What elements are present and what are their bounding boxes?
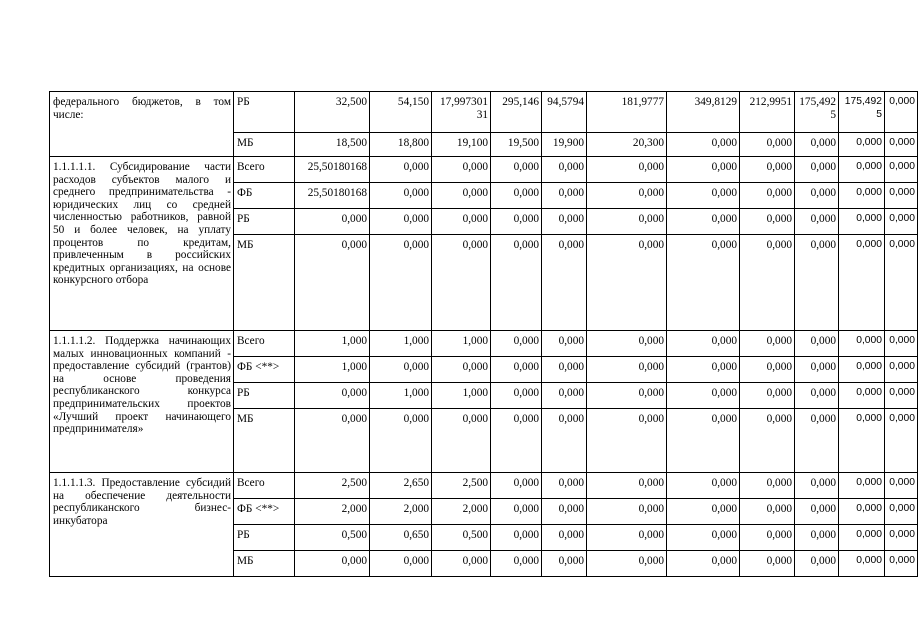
value-cell: 0,000: [740, 383, 795, 409]
value-cell: 1,000: [432, 331, 491, 357]
value-cell: 0,000: [839, 133, 885, 157]
value-cell: 0,000: [542, 357, 587, 383]
value-cell: 0,000: [587, 383, 667, 409]
funding-source-cell: РБ: [234, 525, 295, 551]
value-cell: 0,000: [795, 473, 839, 499]
value-cell: 1,000: [295, 331, 370, 357]
value-cell: 212,9951: [740, 92, 795, 133]
value-cell: 0,000: [587, 209, 667, 235]
budget-table: [49, 91, 918, 577]
value-cell: 0,000: [432, 357, 491, 383]
value-cell: 2,000: [432, 499, 491, 525]
value-cell: 0,000: [885, 183, 918, 209]
value-cell: 0,000: [740, 525, 795, 551]
value-cell: 0,000: [295, 209, 370, 235]
value-cell: 0,000: [839, 551, 885, 577]
value-cell: 0,000: [885, 235, 918, 331]
funding-source-cell: Всего: [234, 157, 295, 183]
funding-source-cell: МБ: [234, 133, 295, 157]
value-cell: 0,000: [667, 525, 740, 551]
value-cell: 0,000: [667, 209, 740, 235]
value-cell: 0,000: [432, 209, 491, 235]
value-cell: 0,000: [491, 409, 542, 473]
value-cell: 19,900: [542, 133, 587, 157]
value-cell: 0,000: [587, 551, 667, 577]
funding-source-cell: МБ: [234, 551, 295, 577]
value-cell: 0,000: [885, 499, 918, 525]
measure-description: федерального бюджетов, в том числе:: [50, 92, 234, 157]
value-cell: 18,800: [370, 133, 432, 157]
value-cell: 0,000: [885, 331, 918, 357]
value-cell: 0,000: [667, 357, 740, 383]
value-cell: 0,000: [491, 499, 542, 525]
value-cell: 0,000: [667, 473, 740, 499]
value-cell: 0,000: [432, 183, 491, 209]
value-cell: 0,000: [491, 383, 542, 409]
value-cell: 0,000: [795, 357, 839, 383]
value-cell: 0,000: [542, 499, 587, 525]
value-cell: 0,000: [491, 357, 542, 383]
value-cell: 0,000: [885, 357, 918, 383]
value-cell: 2,000: [370, 499, 432, 525]
value-cell: 0,000: [542, 525, 587, 551]
value-cell: 0,000: [370, 235, 432, 331]
value-cell: 0,000: [740, 157, 795, 183]
value-cell: 0,000: [587, 235, 667, 331]
value-cell: 0,000: [542, 209, 587, 235]
value-cell: 0,000: [370, 409, 432, 473]
value-cell: 175,4925: [839, 92, 885, 133]
value-cell: 0,000: [795, 383, 839, 409]
value-cell: 0,000: [295, 383, 370, 409]
value-cell: 0,000: [542, 473, 587, 499]
value-cell: 0,000: [839, 235, 885, 331]
value-cell: 1,000: [295, 357, 370, 383]
value-cell: 0,000: [542, 551, 587, 577]
value-cell: 0,000: [491, 183, 542, 209]
funding-source-cell: РБ: [234, 209, 295, 235]
value-cell: 0,000: [667, 383, 740, 409]
value-cell: 0,000: [587, 499, 667, 525]
measure-description: 1.1.1.1.1. Субсидирование части расходов субъектов малого и среднего предпринимательства - юридических лиц со средней численностью работников, равной 50 и более человек, на уплату процентов по кредитам, привлеченным в российских кредитных организациях, на основе конкурсного отбора: [50, 157, 234, 331]
value-cell: 0,000: [740, 331, 795, 357]
value-cell: 0,000: [667, 157, 740, 183]
value-cell: 0,000: [587, 157, 667, 183]
value-cell: 0,000: [295, 235, 370, 331]
value-cell: 0,000: [587, 409, 667, 473]
value-cell: 2,500: [432, 473, 491, 499]
value-cell: 0,000: [491, 157, 542, 183]
funding-source-cell: ФБ <**>: [234, 499, 295, 525]
value-cell: 0,000: [885, 209, 918, 235]
value-cell: 0,000: [885, 409, 918, 473]
table-row: [50, 473, 918, 499]
value-cell: 0,000: [740, 357, 795, 383]
funding-source-cell: МБ: [234, 235, 295, 331]
value-cell: 0,000: [370, 209, 432, 235]
value-cell: 0,000: [885, 133, 918, 157]
value-cell: 349,8129: [667, 92, 740, 133]
value-cell: 25,50180168: [295, 183, 370, 209]
value-cell: 0,000: [542, 235, 587, 331]
value-cell: 0,000: [795, 525, 839, 551]
value-cell: 2,650: [370, 473, 432, 499]
value-cell: 0,000: [885, 551, 918, 577]
value-cell: 0,000: [740, 209, 795, 235]
table-row: [50, 157, 918, 183]
value-cell: 0,000: [667, 331, 740, 357]
measure-description: 1.1.1.1.2. Поддержка начинающих малых инновационных компаний - предоставление субсидий (грантов) на основе проведения республиканского конкурса предпринимательских проектов «Лучший проект начинающего предпринимателя»: [50, 331, 234, 473]
value-cell: 0,000: [839, 473, 885, 499]
value-cell: 0,000: [885, 157, 918, 183]
value-cell: 0,000: [667, 551, 740, 577]
value-cell: 0,500: [432, 525, 491, 551]
funding-source-cell: Всего: [234, 331, 295, 357]
value-cell: 0,000: [839, 209, 885, 235]
value-cell: 0,000: [370, 551, 432, 577]
value-cell: 0,000: [370, 183, 432, 209]
value-cell: 0,000: [839, 525, 885, 551]
value-cell: 0,000: [542, 383, 587, 409]
value-cell: 19,500: [491, 133, 542, 157]
table-row: [50, 331, 918, 357]
funding-source-cell: ФБ <**>: [234, 357, 295, 383]
value-cell: 0,000: [795, 331, 839, 357]
value-cell: 0,000: [885, 383, 918, 409]
value-cell: 0,000: [839, 357, 885, 383]
value-cell: 0,000: [587, 183, 667, 209]
value-cell: 0,000: [795, 409, 839, 473]
measure-description: 1.1.1.1.3. Предоставление субсидий на обеспечение деятельности республиканского бизнес-инкубатора: [50, 473, 234, 577]
value-cell: 17,99730131: [432, 92, 491, 133]
value-cell: 0,000: [795, 551, 839, 577]
value-cell: 0,000: [370, 157, 432, 183]
funding-source-cell: РБ: [234, 92, 295, 133]
value-cell: 0,000: [432, 235, 491, 331]
funding-source-cell: РБ: [234, 383, 295, 409]
value-cell: 0,000: [839, 183, 885, 209]
value-cell: 25,50180168: [295, 157, 370, 183]
value-cell: 0,000: [542, 409, 587, 473]
value-cell: 0,000: [885, 92, 918, 133]
value-cell: 0,000: [587, 525, 667, 551]
table-row: [50, 92, 918, 133]
value-cell: 0,000: [491, 235, 542, 331]
value-cell: 0,000: [667, 409, 740, 473]
value-cell: 0,000: [740, 409, 795, 473]
value-cell: 0,000: [740, 499, 795, 525]
value-cell: 295,146: [491, 92, 542, 133]
value-cell: 0,000: [491, 331, 542, 357]
value-cell: 0,650: [370, 525, 432, 551]
value-cell: 0,000: [432, 551, 491, 577]
value-cell: 0,000: [542, 331, 587, 357]
value-cell: 19,100: [432, 133, 491, 157]
value-cell: 0,000: [667, 499, 740, 525]
funding-source-cell: МБ: [234, 409, 295, 473]
value-cell: 0,000: [295, 409, 370, 473]
value-cell: 0,000: [587, 473, 667, 499]
value-cell: 0,000: [795, 133, 839, 157]
value-cell: 20,300: [587, 133, 667, 157]
value-cell: 0,000: [839, 409, 885, 473]
value-cell: 0,000: [491, 525, 542, 551]
value-cell: 0,000: [542, 157, 587, 183]
value-cell: 181,9777: [587, 92, 667, 133]
value-cell: 0,000: [295, 551, 370, 577]
value-cell: 0,000: [795, 235, 839, 331]
value-cell: 1,000: [432, 383, 491, 409]
value-cell: 0,000: [542, 183, 587, 209]
value-cell: 1,000: [370, 331, 432, 357]
value-cell: 18,500: [295, 133, 370, 157]
value-cell: 175,4925: [795, 92, 839, 133]
value-cell: 0,000: [795, 499, 839, 525]
value-cell: 0,000: [740, 133, 795, 157]
value-cell: 0,000: [587, 331, 667, 357]
value-cell: 94,5794: [542, 92, 587, 133]
value-cell: 0,500: [295, 525, 370, 551]
value-cell: 0,000: [839, 383, 885, 409]
value-cell: 0,000: [885, 473, 918, 499]
value-cell: 54,150: [370, 92, 432, 133]
value-cell: 0,000: [839, 331, 885, 357]
value-cell: 0,000: [740, 473, 795, 499]
value-cell: 1,000: [370, 383, 432, 409]
value-cell: 32,500: [295, 92, 370, 133]
value-cell: 0,000: [885, 525, 918, 551]
value-cell: 0,000: [491, 551, 542, 577]
value-cell: 0,000: [839, 499, 885, 525]
value-cell: 0,000: [667, 235, 740, 331]
value-cell: 0,000: [432, 409, 491, 473]
funding-source-cell: Всего: [234, 473, 295, 499]
value-cell: 0,000: [839, 157, 885, 183]
value-cell: 2,500: [295, 473, 370, 499]
value-cell: 0,000: [795, 209, 839, 235]
value-cell: 0,000: [667, 133, 740, 157]
value-cell: 0,000: [370, 357, 432, 383]
value-cell: 0,000: [491, 209, 542, 235]
funding-source-cell: ФБ: [234, 183, 295, 209]
value-cell: 0,000: [667, 183, 740, 209]
value-cell: 0,000: [795, 183, 839, 209]
value-cell: 0,000: [587, 357, 667, 383]
value-cell: 0,000: [491, 473, 542, 499]
value-cell: 0,000: [740, 235, 795, 331]
value-cell: 0,000: [432, 157, 491, 183]
value-cell: 0,000: [740, 183, 795, 209]
value-cell: 2,000: [295, 499, 370, 525]
value-cell: 0,000: [740, 551, 795, 577]
value-cell: 0,000: [795, 157, 839, 183]
